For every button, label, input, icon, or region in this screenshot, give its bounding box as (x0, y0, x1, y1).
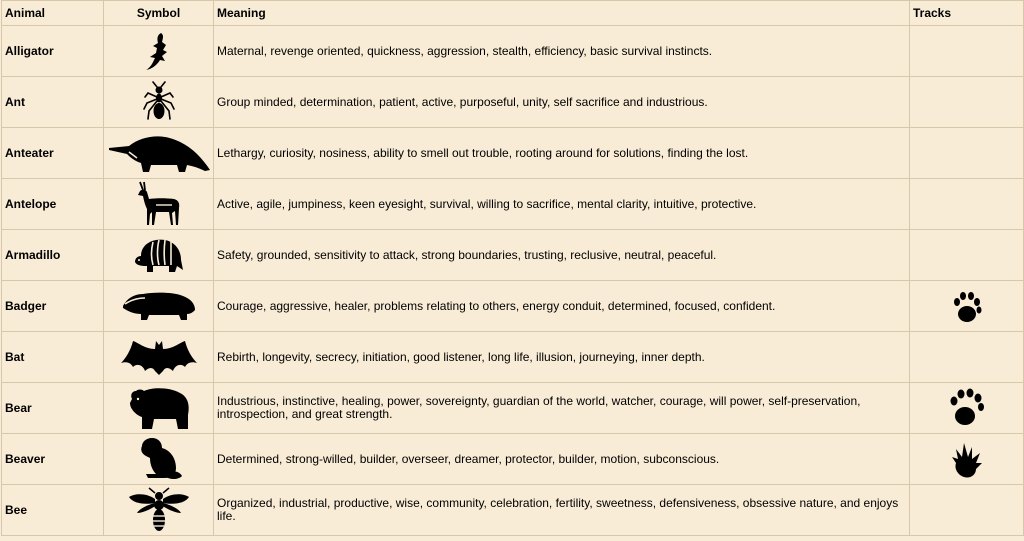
tracks-cell (910, 485, 1024, 536)
animal-name: Ant (2, 77, 104, 128)
beaver-track-icon (910, 434, 1024, 485)
antelope-icon (104, 179, 214, 230)
tracks-cell (910, 332, 1024, 383)
animal-name: Armadillo (2, 230, 104, 281)
alligator-icon (104, 26, 214, 77)
meaning-text: Active, agile, jumpiness, keen eyesight, survival, willing to sacrifice, mental clarity, intuitive, protective. (214, 179, 910, 230)
meaning-text: Group minded, determination, patient, active, purposeful, unity, self sacrifice and industrious. (214, 77, 910, 128)
tracks-cell (910, 128, 1024, 179)
animal-name: Antelope (2, 179, 104, 230)
meaning-text: Lethargy, curiosity, nosiness, ability to smell out trouble, rooting around for solutions, finding the lost. (214, 128, 910, 179)
header-tracks: Tracks (910, 1, 1024, 26)
tracks-cell (910, 26, 1024, 77)
armadillo-icon (104, 230, 214, 281)
header-symbol: Symbol (104, 1, 214, 26)
meaning-text: Courage, aggressive, healer, problems relating to others, energy conduit, determined, focused, confident. (214, 281, 910, 332)
bear-icon (104, 383, 214, 434)
meaning-text: Safety, grounded, sensitivity to attack, strong boundaries, trusting, reclusive, neutral, peaceful. (214, 230, 910, 281)
meaning-text: Determined, strong-willed, builder, overseer, dreamer, protector, builder, motion, subconscious. (214, 434, 910, 485)
badger-icon (104, 281, 214, 332)
table-row (2, 26, 1024, 77)
animal-name: Alligator (2, 26, 104, 77)
table-row (2, 485, 1024, 536)
table-row (2, 230, 1024, 281)
meaning-text: Organized, industrial, productive, wise, community, celebration, fertility, sweetness, defensiveness, obsessive nature, and enjoys life. (214, 485, 910, 536)
table-row (2, 179, 1024, 230)
animal-name: Beaver (2, 434, 104, 485)
tracks-cell (910, 230, 1024, 281)
meaning-text: Maternal, revenge oriented, quickness, aggression, stealth, efficiency, basic survival instincts. (214, 26, 910, 77)
meaning-text: Rebirth, longevity, secrecy, initiation, good listener, long life, illusion, journeying, inner depth. (214, 332, 910, 383)
table-row (2, 332, 1024, 383)
table-header-row (2, 1, 1024, 26)
table-row (2, 281, 1024, 332)
table-row (2, 383, 1024, 434)
beaver-icon (104, 434, 214, 485)
animal-name: Bee (2, 485, 104, 536)
anteater-icon (104, 128, 214, 179)
header-meaning: Meaning (214, 1, 910, 26)
ant-icon (104, 77, 214, 128)
animal-symbolism-table (1, 0, 1024, 536)
animal-name: Bat (2, 332, 104, 383)
animal-name: Badger (2, 281, 104, 332)
bee-icon (104, 485, 214, 536)
paw-print-icon (910, 281, 1024, 332)
header-animal: Animal (2, 1, 104, 26)
bat-icon (104, 332, 214, 383)
animal-name: Anteater (2, 128, 104, 179)
meaning-text: Industrious, instinctive, healing, power, sovereignty, guardian of the world, watcher, courage, will power, self-preservation, introspection, and great strength. (214, 383, 910, 434)
table-row (2, 77, 1024, 128)
table-row (2, 128, 1024, 179)
table-row (2, 434, 1024, 485)
animal-name: Bear (2, 383, 104, 434)
tracks-cell (910, 179, 1024, 230)
paw-print-icon (910, 383, 1024, 434)
tracks-cell (910, 77, 1024, 128)
